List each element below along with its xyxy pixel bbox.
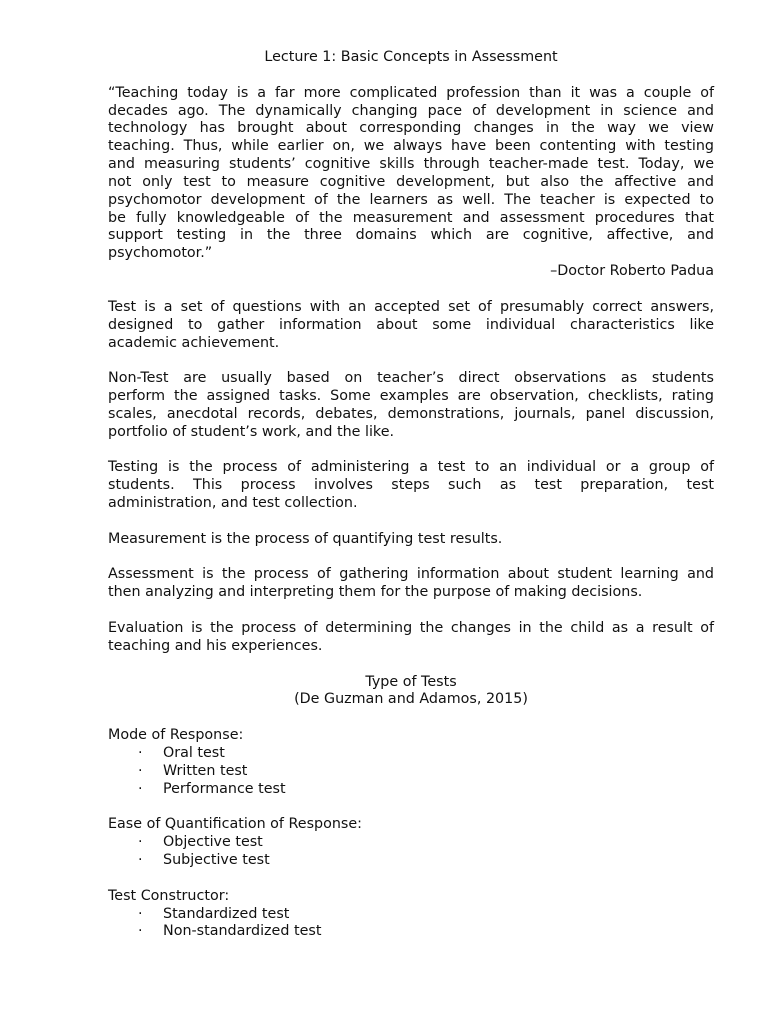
list-item: [108, 923, 714, 941]
definition-paragraph: [108, 370, 714, 441]
paragraph-line: decades ago. The dynamically changing pace of development in science and: [108, 102, 714, 119]
paragraph-line: portfolio of student’s work, and the like.: [108, 423, 395, 440]
paragraph-line: students. This process involves steps such as test preparation, test: [108, 477, 714, 494]
list-item: [108, 834, 714, 852]
paragraph-line: Testing is the process of administering a test to an individual or a group of: [108, 459, 714, 476]
category-label: Ease of Quantification of Response:: [108, 816, 362, 833]
paragraph-line: Assessment is the process of gathering information about student learning and: [108, 566, 714, 583]
bullet-icon: ·: [138, 851, 143, 868]
paragraph-line: academic achievement.: [108, 334, 280, 351]
document-page: [108, 49, 714, 959]
paragraph-line: then analyzing and interpreting them for the purpose of making decisions.: [108, 584, 643, 601]
paragraph-line: Measurement is the process of quantifying test results.: [108, 530, 503, 547]
definition-paragraph: [108, 566, 714, 602]
category-label: Mode of Response:: [108, 727, 244, 744]
list-item-text: Non-standardized test: [163, 923, 322, 940]
test-category: [108, 727, 714, 798]
test-category: [108, 888, 714, 942]
category-label: Test Constructor:: [108, 887, 230, 904]
definition-paragraph: [108, 299, 714, 353]
opening-quote: [108, 85, 714, 263]
paragraph-line: psychomotor development of the learners as well. The teacher is expected to: [108, 191, 714, 208]
paragraph-line: Test is a set of questions with an accepted set of presumably correct answers,: [108, 298, 714, 315]
list-item-text: Written test: [163, 762, 248, 779]
bullet-icon: ·: [138, 905, 143, 922]
quote-attribution: –Doctor Roberto Padua: [550, 263, 714, 280]
paragraph-line: “Teaching today is a far more complicated profession than it was a couple of: [108, 84, 714, 101]
paragraph-line: Non-Test are usually based on teacher’s direct observations as students: [108, 370, 714, 387]
definition-paragraph: [108, 620, 714, 656]
types-heading: Type of Tests: [365, 673, 457, 690]
paragraph-line: technology has brought about corresponding changes in the way we view: [108, 120, 714, 137]
bullet-icon: ·: [138, 834, 143, 851]
bullet-icon: ·: [138, 923, 143, 940]
definition-paragraph: [108, 459, 714, 513]
paragraph-line: psychomotor.”: [108, 245, 213, 262]
paragraph-line: teaching and his experiences.: [108, 637, 323, 654]
paragraph-line: not only test to measure cognitive development, but also the affective and: [108, 173, 714, 190]
bullet-icon: ·: [138, 780, 143, 797]
list-item-text: Standardized test: [163, 905, 290, 922]
list-item-text: Subjective test: [163, 851, 270, 868]
paragraph-line: be fully knowledgeable of the measurement and assessment procedures that: [108, 209, 714, 226]
types-source: (De Guzman and Adamos, 2015): [294, 691, 528, 708]
list-item: [108, 745, 714, 763]
list-item-text: Objective test: [163, 834, 263, 851]
list-item: [108, 763, 714, 781]
paragraph-line: and measuring students’ cognitive skills through teacher-made test. Today, we: [108, 156, 714, 173]
paragraph-line: support testing in the three domains which are cognitive, affective, and: [108, 227, 714, 244]
list-item-text: Performance test: [163, 780, 286, 797]
paragraph-line: scales, anecdotal records, debates, demonstrations, journals, panel discussion,: [108, 405, 714, 422]
list-item: [108, 852, 714, 870]
bullet-icon: ·: [138, 762, 143, 779]
definition-paragraph: [108, 531, 714, 549]
test-category: [108, 816, 714, 870]
paragraph-line: Evaluation is the process of determining the changes in the child as a result of: [108, 620, 714, 636]
test-categories: [108, 727, 714, 959]
paragraph-line: perform the assigned tasks. Some examples are observation, checklists, rating: [108, 388, 714, 405]
lecture-title: Lecture 1: Basic Concepts in Assessment: [264, 49, 558, 65]
list-item: [108, 781, 714, 799]
paragraph-line: administration, and test collection.: [108, 495, 358, 512]
paragraph-line: designed to gather information about some individual characteristics like: [108, 316, 714, 333]
list-item-text: Oral test: [163, 744, 225, 761]
bullet-icon: ·: [138, 744, 143, 761]
definitions: [108, 299, 714, 674]
paragraph-line: teaching. Thus, while earlier on, we always have been contenting with testing: [108, 138, 714, 155]
list-item: [108, 906, 714, 924]
